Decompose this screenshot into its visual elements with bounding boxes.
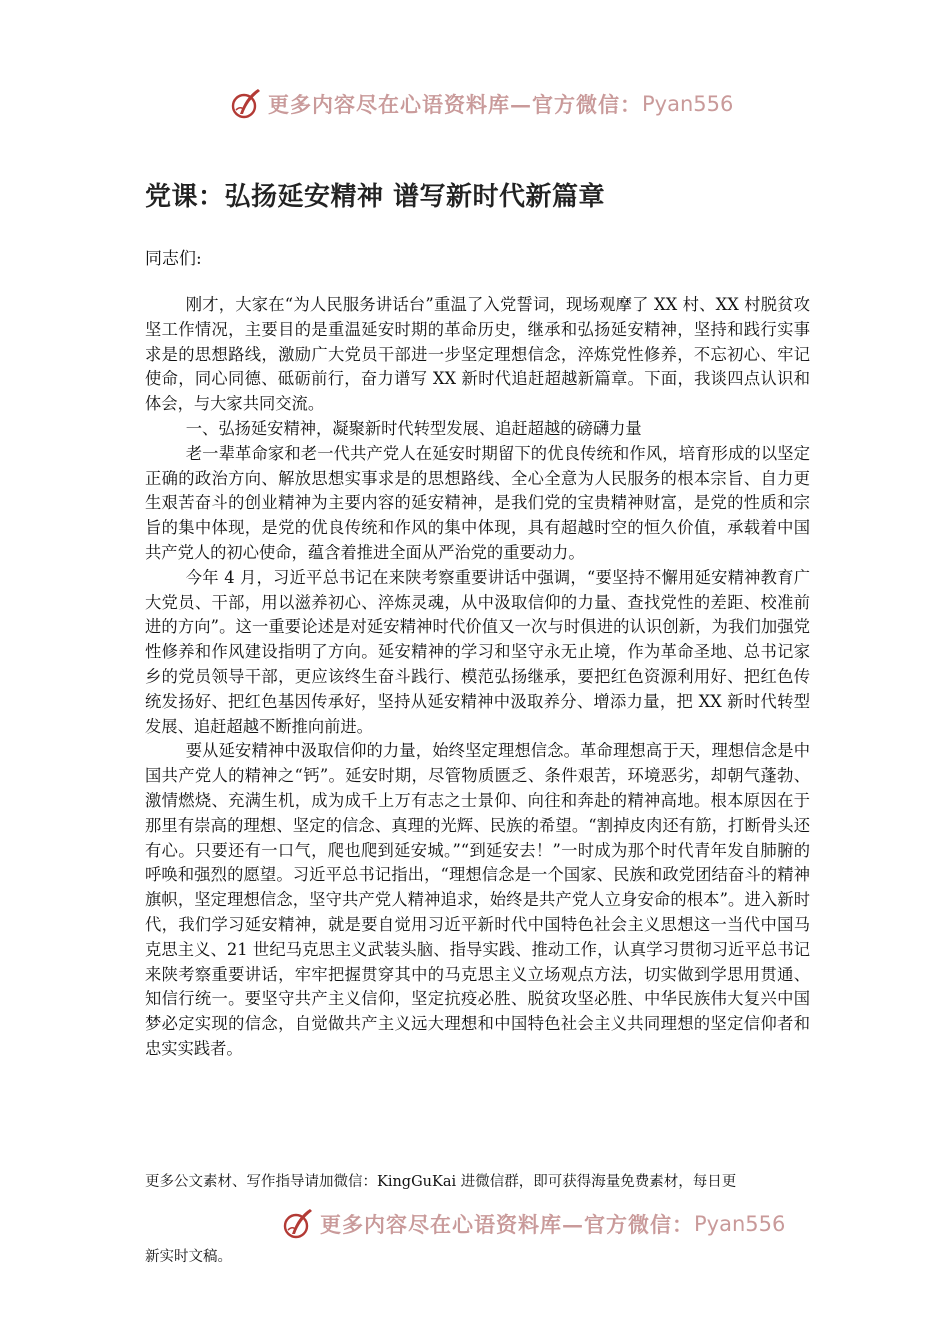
watermark-text: 更多内容尽在心语资料库—官方微信： <box>320 1212 694 1237</box>
footer-note-line1: 更多公文素材、写作指导请加微信：KingGuKai 进微信群，即可获得海量免费素材，每日更 <box>145 1174 737 1190</box>
paragraph-intro: 刚才，大家在“为人民服务讲话台”重温了入党誓词，现场观摩了 XX 村、XX 村脱贫攻坚工作情况，主要目的是重温延安时期的革命历史，继承和弘扬延安精神，坚持和践行实事求是的思想路线，激励广大党员干部进一步坚定理想信念，淬炼党性修养，不忘初心、牢记使命，同心同德、砥砺前行，奋力谱写 XX 新时代追赶超越新篇章。下面，我谈四点认识和体会，与大家共同交流。 <box>145 295 810 414</box>
paragraph: 今年 4 月，习近平总书记在来陕考察重要讲话中强调，“要坚持不懈用延安精神教育广大党员、干部，用以滋养初心、淬炼灵魂，从中汲取信仰的力量、查找党性的差距、校准前进的方向”。这一重要论述是对延安精神时代价值又一次与时俱进的认识创新，为我们加强党性修养和作风建设指明了方向。延安精神的学习和坚守永无止境，作为革命圣地、总书记家乡的党员领导干部，更应该终生奋斗践行、模范弘扬继承，要把红色资源利用好、把红色传统发扬好、把红色基因传承好，坚持从延安精神中汲取养分、增添力量，把 XX 新时代转型发展、追赶超越不断推向前进。 <box>145 567 810 736</box>
greeting: 同志们: <box>145 249 202 269</box>
paragraph: 老一辈革命家和老一代共产党人在延安时期留下的优良传统和作风，培育形成的以坚定正确的政治方向、解放思想实事求是的思想路线、全心全意为人民服务的根本宗旨、自力更生艰苦奋斗的创业精神为主要内容的延安精神，是我们党的宝贵精神财富，是党的性质和宗旨的集中体现，是党的优良传统和作风的集中体现，具有超越时空的恒久价值，承载着中国共产党人的初心使命，蕴含着推进全面从严治党的重要动力。 <box>145 443 810 562</box>
watermark-banner-bottom <box>280 1206 785 1242</box>
document-body <box>145 293 810 1062</box>
paragraph: 要从延安精神中汲取信仰的力量，始终坚定理想信念。革命理想高于天，理想信念是中国共产党人的精神之“钙”。延安时期，尽管物质匮乏、条件艰苦，环境恶劣，却朝气蓬勃、激情燃烧、充满生机，成为成千上万有志之士景仰、向往和奔赴的精神高地。根本原因在于那里有崇高的理想、坚定的信念、真理的光辉、民族的希望。“割掉皮肉还有筋，打断骨头还有心。只要还有一口气，爬也爬到延安城。”“到延安去！”一时成为那个时代青年发自肺腑的呼唤和强烈的愿望。习近平总书记指出，“理想信念是一个国家、民族和政党团结奋斗的精神旗帜，坚定理想信念，坚守共产党人精神追求，始终是共产党人立身安命的根本”。进入新时代，我们学习延安精神，就是要自觉用习近平新时代中国特色社会主义思想这一当代中国马克思主义、21 世纪马克思主义武装头脑、指导实践、推动工作，认真学习贯彻习近平总书记来陕考察重要讲话，牢牢把握贯穿其中的马克思主义立场观点方法，切实做到学思用贯通、知信行统一。要坚守共产主义信仰，坚定抗疫必胜、脱贫攻坚必胜、中华民族伟大复兴中国梦必定实现的信念，自觉做共产主义远大理想和中国特色社会主义共同理想的坚定信仰者和忠实实践者。 <box>145 741 810 1058</box>
watermark-wechat-id: Pyan556 <box>642 92 734 116</box>
quill-logo-icon <box>228 86 264 122</box>
quill-logo-icon <box>280 1206 316 1242</box>
footer-note-line2: 新实时文稿。 <box>145 1249 232 1265</box>
watermark-wechat-id: Pyan556 <box>694 1212 786 1236</box>
section-heading-1: 一、弘扬延安精神，凝聚新时代转型发展、追赶超越的磅礴力量 <box>185 418 642 438</box>
page-title: 党课：弘扬延安精神 谱写新时代新篇章 <box>145 182 606 212</box>
watermark-banner-top <box>228 86 733 122</box>
watermark-text: 更多内容尽在心语资料库—官方微信： <box>268 92 642 117</box>
